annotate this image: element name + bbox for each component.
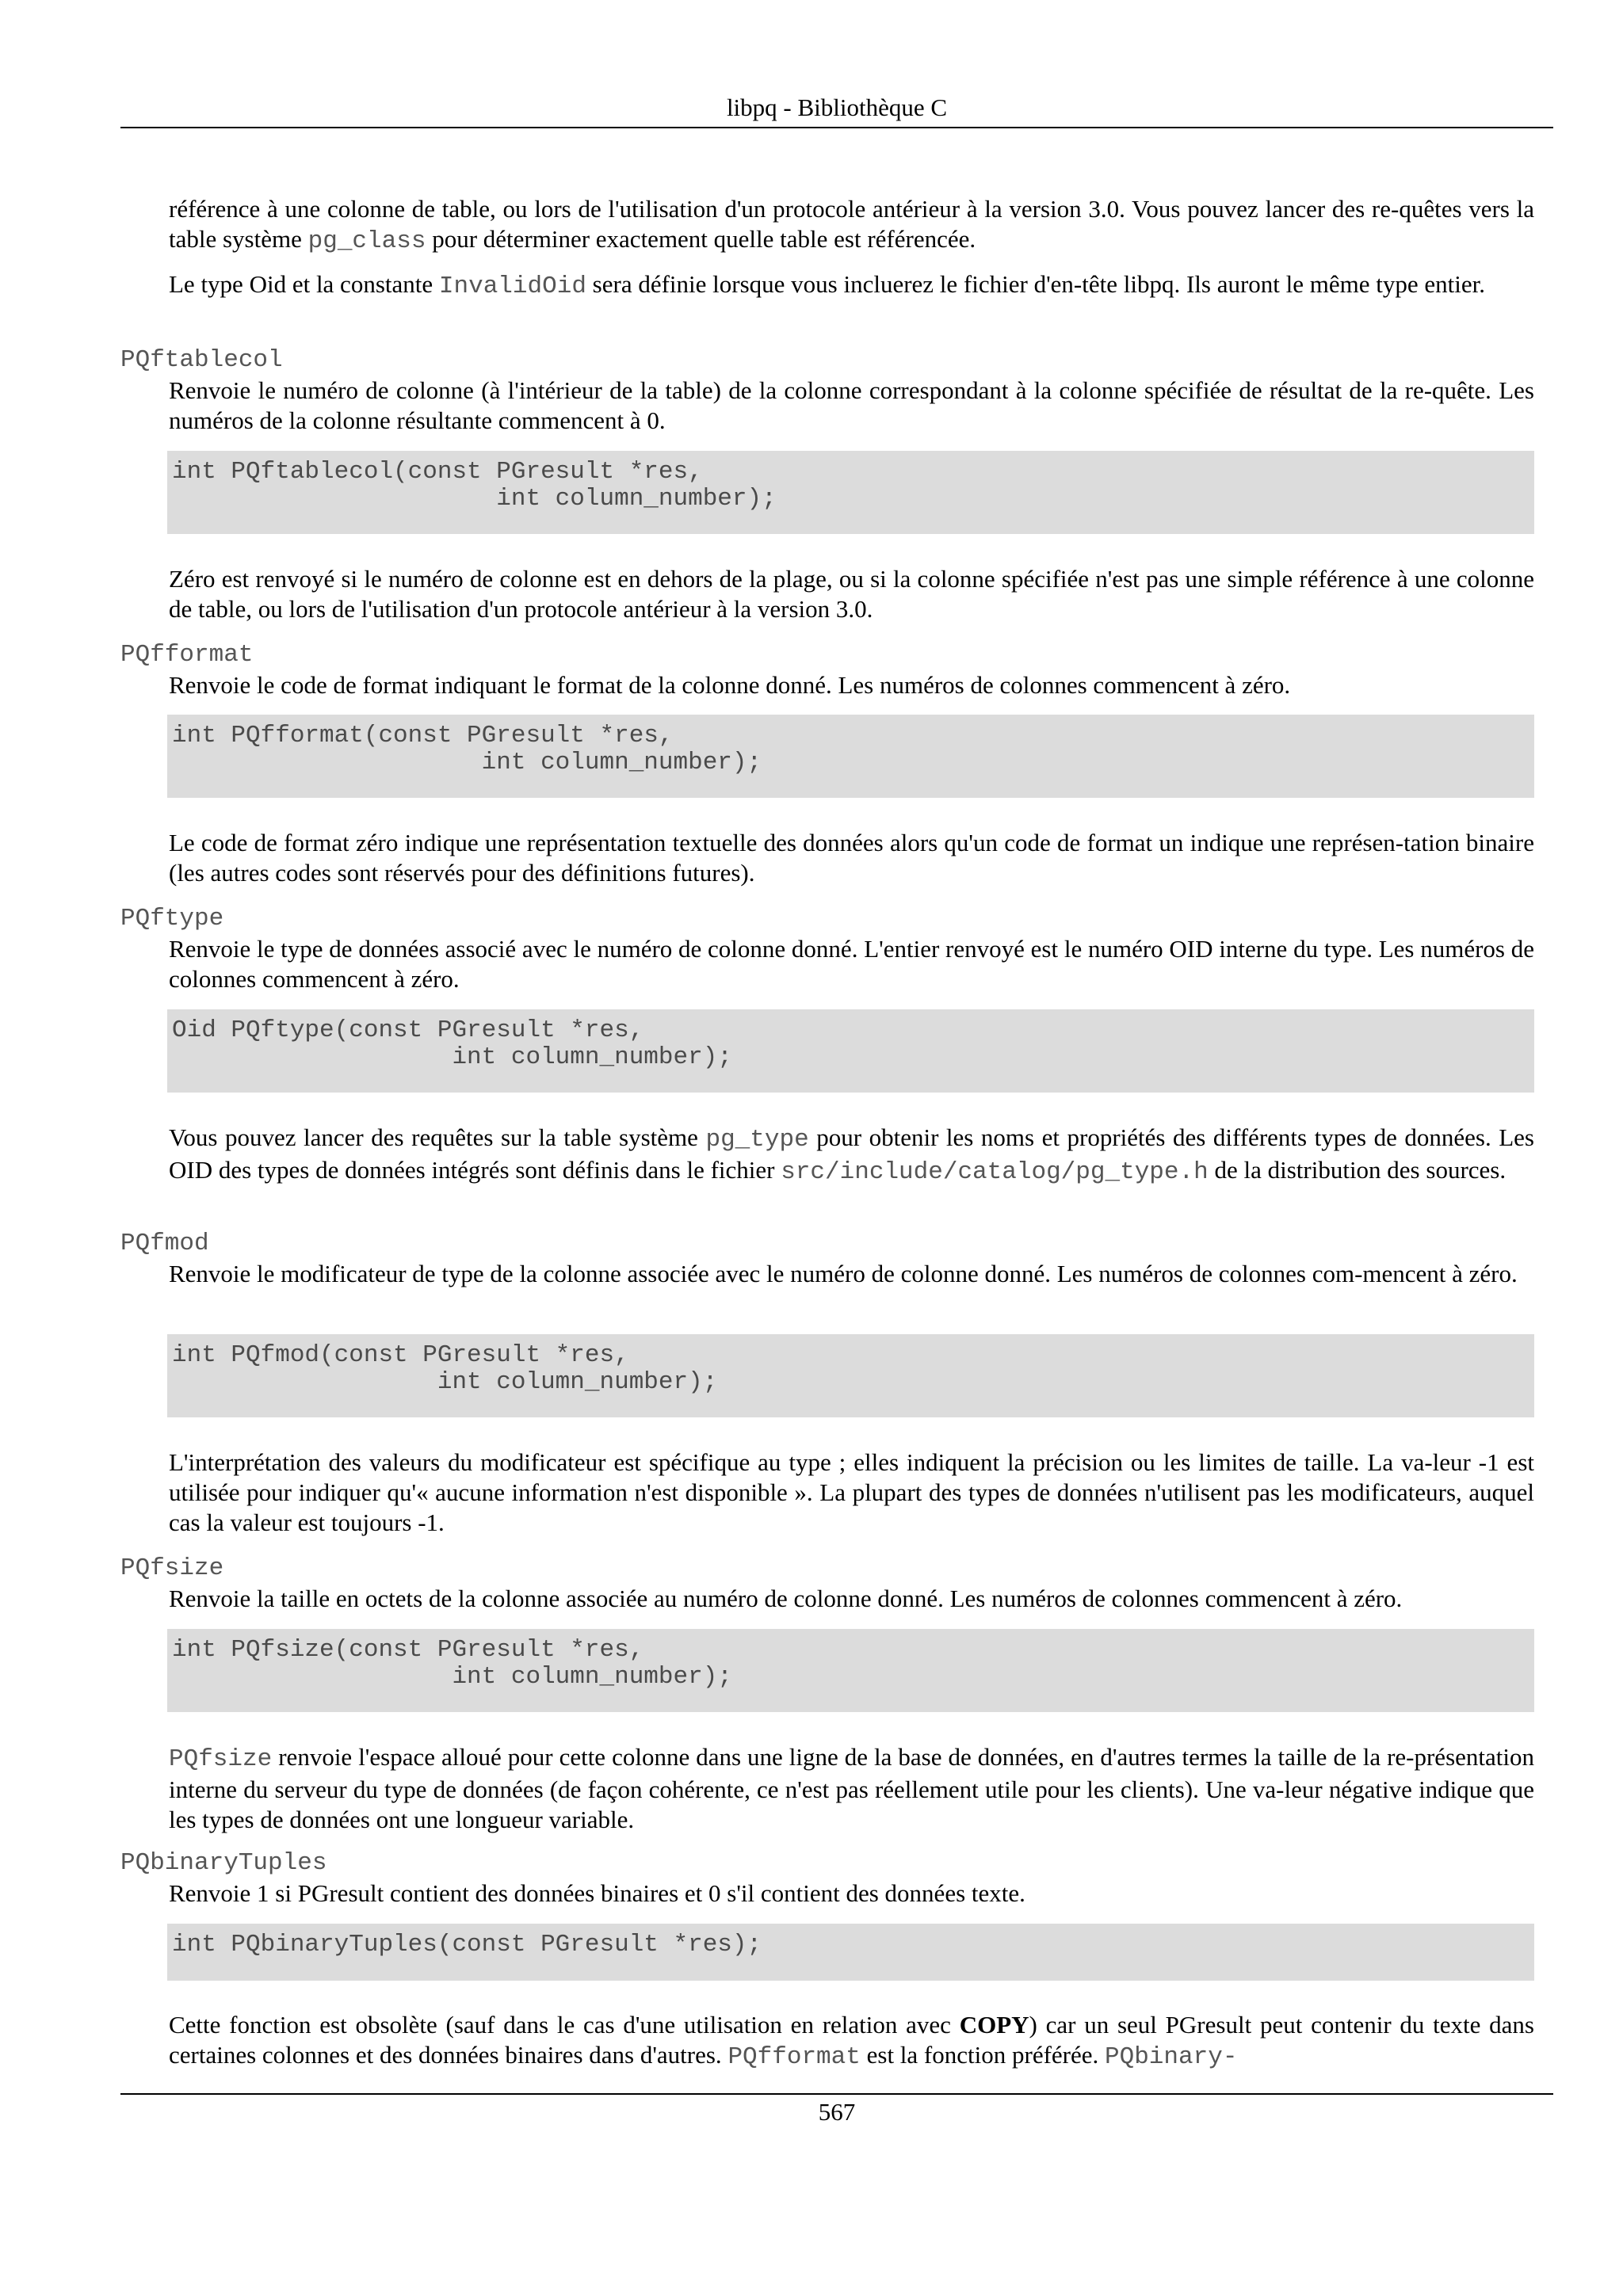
intro-paragraph-2 [169, 269, 1534, 302]
inline-code: PQbinary- [1105, 2043, 1238, 2071]
term-pqftype: PQftype [120, 905, 224, 933]
pqfsize-code-block: int PQfsize(const PGresult *res, int column_number); [167, 1629, 1534, 1712]
pqbinarytuples-description: Renvoie 1 si PGresult contient des données binaires et 0 s'il contient des données texte. [169, 1879, 1025, 1907]
pqftablecol-description: Renvoie le numéro de colonne (à l'intérieur de la table) de la colonne correspondant à la colonne spécifiée de résultat de la re-quête. Les numéros de la colonne résultante commencent à 0. [169, 376, 1534, 434]
text-run: est la fonction préférée. [860, 2041, 1105, 2069]
term-pqbinarytuples: PQbinaryTuples [120, 1849, 327, 1877]
text-run: Cette fonction est obsolète (sauf dans le cas d'une utilisation en relation avec [169, 2011, 960, 2039]
inline-code: InvalidOid [438, 273, 586, 300]
pqfsize-note [169, 1742, 1534, 1835]
pqftype-note [169, 1123, 1534, 1188]
inline-code: pg_type [705, 1126, 809, 1154]
pqftablecol-code-block: int PQftablecol(const PGresult *res, int column_number); [167, 451, 1534, 534]
pqfmod-code-block: int PQfmod(const PGresult *res, int column_number); [167, 1334, 1534, 1417]
text-run: de la distribution des sources. [1208, 1156, 1507, 1184]
page-number: 567 [818, 2098, 856, 2126]
pqbinarytuples-note [169, 2010, 1534, 2073]
pqfformat-note: Le code de format zéro indique une représentation textuelle des données alors qu'un code de format un indique une représen-tation binaire (les autres codes sont réservés pour des définitions futures). [169, 829, 1534, 887]
pqfformat-code-block: int PQfformat(const PGresult *res, int column_number); [167, 715, 1534, 798]
pqftablecol-note: Zéro est renvoyé si le numéro de colonne est en dehors de la plage, ou si la colonne spécifiée n'est pas une simple référence à une colonne de table, ou lors de l'utilisation d'un protocole antérieur à la version 3.0. [169, 565, 1534, 623]
inline-code: src/include/catalog/pg_type.h [781, 1158, 1209, 1186]
pqftype-description: Renvoie le type de données associé avec le numéro de colonne donné. L'entier renvoyé est le numéro OID interne du type. Les numéros de colonnes commencent à zéro. [169, 935, 1534, 993]
pqfformat-description: Renvoie le code de format indiquant le format de la colonne donné. Les numéros de colonnes commencent à zéro. [169, 671, 1291, 699]
inline-code: PQfformat [727, 2043, 861, 2071]
term-pqfmod: PQfmod [120, 1230, 209, 1257]
pqbinarytuples-code-block: int PQbinaryTuples(const PGresult *res); [167, 1924, 1534, 1981]
text-run: pour déterminer exactement quelle table est référencée. [426, 225, 976, 253]
pqfsize-description: Renvoie la taille en octets de la colonne associée au numéro de colonne donné. Les numéros de colonnes commencent à zéro. [169, 1585, 1403, 1612]
footer-divider [120, 2093, 1553, 2095]
pqftype-code-block: Oid PQftype(const PGresult *res, int column_number); [167, 1009, 1534, 1093]
term-pqfformat: PQfformat [120, 641, 254, 669]
text-run: renvoie l'espace alloué pour cette colonne dans une ligne de la base de données, en d'autres termes la taille de la re-présentation interne du serveur du type de données (de façon cohérente, ce n'est pas réellement utile pour les clients). Une va-leur négative indique que les types de données ont une longueur variable. [169, 1743, 1534, 1833]
intro-paragraph-1 [169, 194, 1534, 257]
running-header: libpq - Bibliothèque C [726, 93, 948, 121]
text-run: pour obtenir les noms et propriétés des différents types de données. Les OID des types de données intégrés sont définis dans le fichier [169, 1123, 1534, 1184]
header-divider [120, 127, 1553, 128]
term-pqfsize: PQfsize [120, 1554, 224, 1582]
inline-code: PQfsize [169, 1745, 273, 1773]
bold-keyword: COPY [959, 2011, 1029, 2039]
text-run: référence à une colonne de table, ou lors de l'utilisation d'un protocole antérieur à la version 3.0. Vous pouvez lancer des re-quêtes vers la table système [169, 195, 1534, 253]
inline-code: pg_class [307, 227, 426, 255]
pqfmod-note: L'interprétation des valeurs du modificateur est spécifique au type ; elles indiquent la précision ou les limites de taille. La va-leur -1 est utilisée pour indiquer qu'« aucune information n'est disponible ». La plupart des types de données n'utilisent pas les modificateurs, auquel cas la valeur est toujours -1. [169, 1448, 1534, 1536]
pqfmod-description: Renvoie le modificateur de type de la colonne associée avec le numéro de colonne donné. Les numéros de colonnes com-mencent à zéro. [169, 1260, 1518, 1287]
text-run: Vous pouvez lancer des requêtes sur la table système [169, 1123, 706, 1151]
text-run: ) car un seul PGresult peut contenir du texte dans certaines colonnes et des données binaires dans d'autres. [169, 2011, 1534, 2069]
text-run: Le type Oid et la constante [169, 270, 439, 298]
term-pqftablecol: PQftablecol [120, 346, 283, 374]
text-run: sera définie lorsque vous incluerez le fichier d'en-tête libpq. Ils auront le même type entier. [586, 270, 1485, 298]
